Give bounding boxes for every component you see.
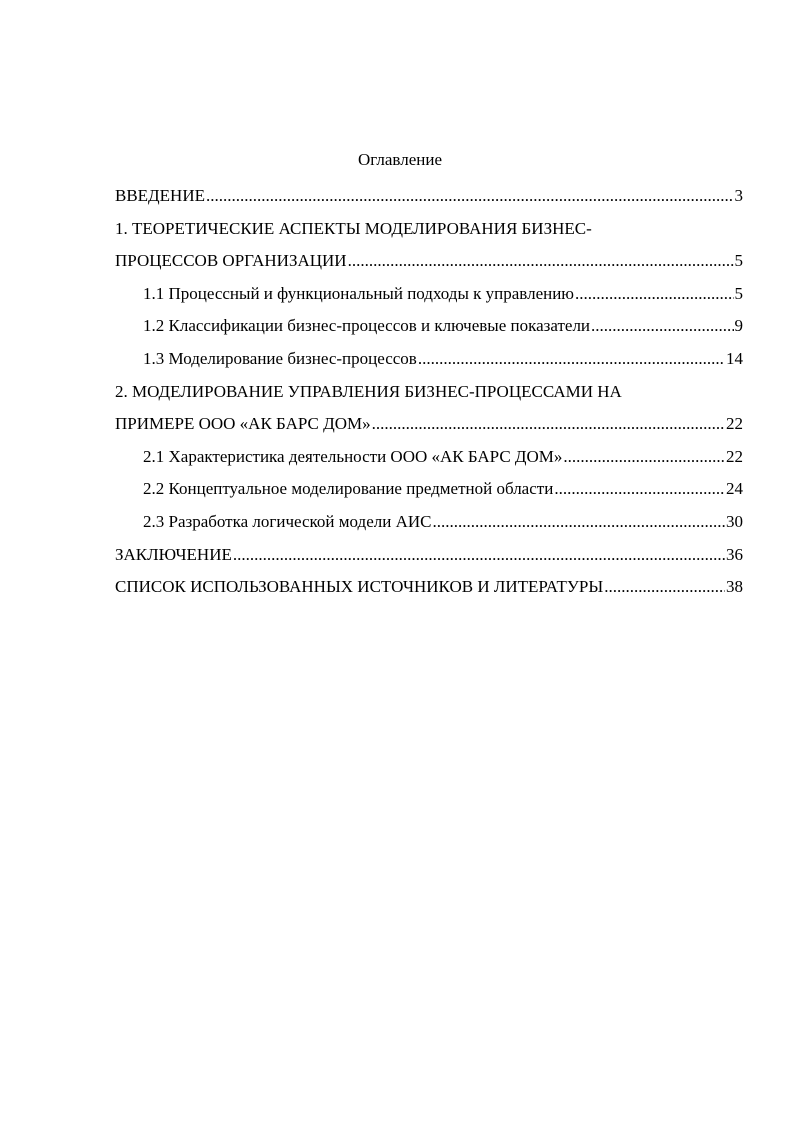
toc-page-number: 22: [726, 446, 743, 466]
toc-entry-text: 2.1 Характеристика деятельности ООО «АК БАРС ДОМ»: [143, 446, 563, 466]
toc-entry-section-2-3[interactable]: [115, 506, 743, 539]
toc-dot-leader: [575, 278, 733, 311]
toc-entry-chapter2-line1[interactable]: 2. МОДЕЛИРОВАНИЕ УПРАВЛЕНИЯ БИЗНЕС-ПРОЦЕССАМИ НА: [115, 381, 622, 401]
toc-page-number: 38: [726, 577, 743, 597]
toc-page-number: 5: [734, 251, 743, 271]
toc-page-number: 5: [734, 283, 743, 303]
toc-entry-text: ПРОЦЕССОВ ОРГАНИЗАЦИИ: [115, 251, 347, 271]
toc-entry-text: 1.3 Моделирование бизнес-процессов: [143, 348, 417, 368]
toc-dot-leader: [554, 473, 725, 506]
toc-page-number: 24: [726, 479, 743, 499]
table-of-contents: [115, 180, 743, 604]
toc-dot-leader: [348, 245, 734, 278]
toc-entry-section-2-2[interactable]: [115, 473, 743, 506]
toc-entry-text: 2.2 Концептуальное моделирование предметной области: [143, 479, 554, 499]
toc-page-number: 9: [734, 316, 743, 336]
toc-entry-references[interactable]: [115, 571, 743, 604]
toc-dot-leader: [233, 539, 725, 572]
toc-entry-text: ВВЕДЕНИЕ: [115, 186, 205, 205]
toc-dot-leader: [432, 506, 725, 539]
toc-entry-text: 1.1 Процессный и функциональный подходы к управлению: [143, 283, 575, 303]
toc-page-number: 30: [726, 511, 743, 531]
toc-dot-leader: [418, 343, 725, 376]
toc-title: Оглавление: [358, 150, 442, 169]
toc-page-number: 36: [726, 544, 743, 564]
toc-entry-introduction[interactable]: [115, 180, 743, 213]
toc-dot-leader: [372, 408, 725, 441]
toc-entry-section-1-2[interactable]: [115, 310, 743, 343]
toc-dot-leader: [604, 571, 725, 604]
toc-entry-chapter1[interactable]: [115, 245, 743, 278]
toc-entry-text: ПРИМЕРЕ ООО «АК БАРС ДОМ»: [115, 414, 371, 434]
toc-dot-leader: [591, 310, 733, 343]
toc-entry-section-1-3[interactable]: [115, 343, 743, 376]
toc-entry-section-1-1[interactable]: [115, 278, 743, 311]
toc-page-number: 22: [726, 414, 743, 434]
toc-dot-leader: [206, 180, 734, 213]
toc-dot-leader: [563, 441, 725, 474]
toc-page-number: 3: [734, 186, 743, 205]
toc-entry-section-2-1[interactable]: [115, 441, 743, 474]
toc-entry-chapter2[interactable]: [115, 408, 743, 441]
toc-entry-conclusion[interactable]: [115, 539, 743, 572]
toc-page-number: 14: [726, 348, 743, 368]
toc-entry-text: 1.2 Классификации бизнес-процессов и ключевые показатели: [143, 316, 591, 336]
toc-entry-text: СПИСОК ИСПОЛЬЗОВАННЫХ ИСТОЧНИКОВ И ЛИТЕРАТУРЫ: [115, 577, 604, 597]
toc-entry-text: ЗАКЛЮЧЕНИЕ: [115, 544, 232, 564]
toc-entry-chapter1-line1[interactable]: 1. ТЕОРЕТИЧЕСКИЕ АСПЕКТЫ МОДЕЛИРОВАНИЯ БИЗНЕС-: [115, 218, 592, 238]
toc-entry-text: 2.3 Разработка логической модели АИС: [143, 511, 432, 531]
